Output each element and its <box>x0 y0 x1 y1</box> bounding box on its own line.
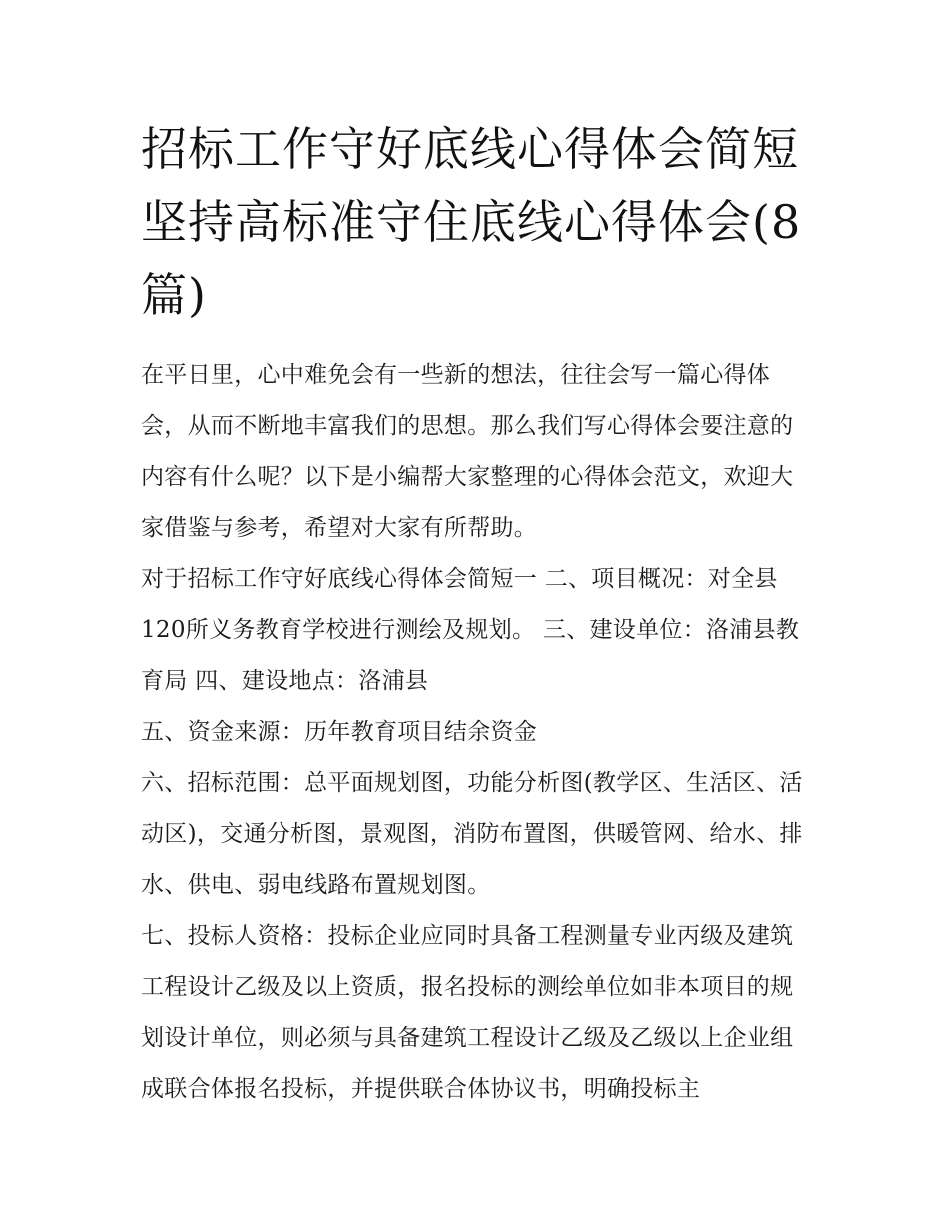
intro-paragraph: 在平日里，心中难免会有一些新的想法，往往会写一篇心得体会，从而不断地丰富我们的思想。那么我们写心得体会要注意的内容有什么呢？以下是小编帮大家整理的心得体会范文，欢迎大家借鉴与参考，希望对大家有所帮助。 <box>141 362 794 541</box>
funding-source-paragraph: 五、资金来源：历年教育项目结余资金 <box>141 719 538 745</box>
bid-scope-paragraph: 六、招标范围：总平面规划图，功能分析图(教学区、生活区、活动区)，交通分析图，景观图，消防布置图，供暖管网、给水、排水、供电、弱电线路布置规划图。 <box>141 770 803 898</box>
document-body <box>141 113 813 1115</box>
bidder-qualification-paragraph: 七、投标人资格：投标企业应同时具备工程测量专业丙级及建筑工程设计乙级及以上资质，报名投标的测绘单位如非本项目的规划设计单位，则必须与具备建筑工程设计乙级及乙级以上企业组成联合体报名投标，并提供联合体协议书，明确投标主 <box>141 923 794 1102</box>
document-title: 招标工作守好底线心得体会简短 坚持高标准守住底线心得体会(8 篇) <box>141 122 802 322</box>
project-overview-paragraph: 对于招标工作守好底线心得体会简短一 二、项目概况：对全县120所义务教育学校进行测绘及规划。 三、建设单位：洛浦县教育局 四、建设地点：洛浦县 <box>141 566 800 694</box>
